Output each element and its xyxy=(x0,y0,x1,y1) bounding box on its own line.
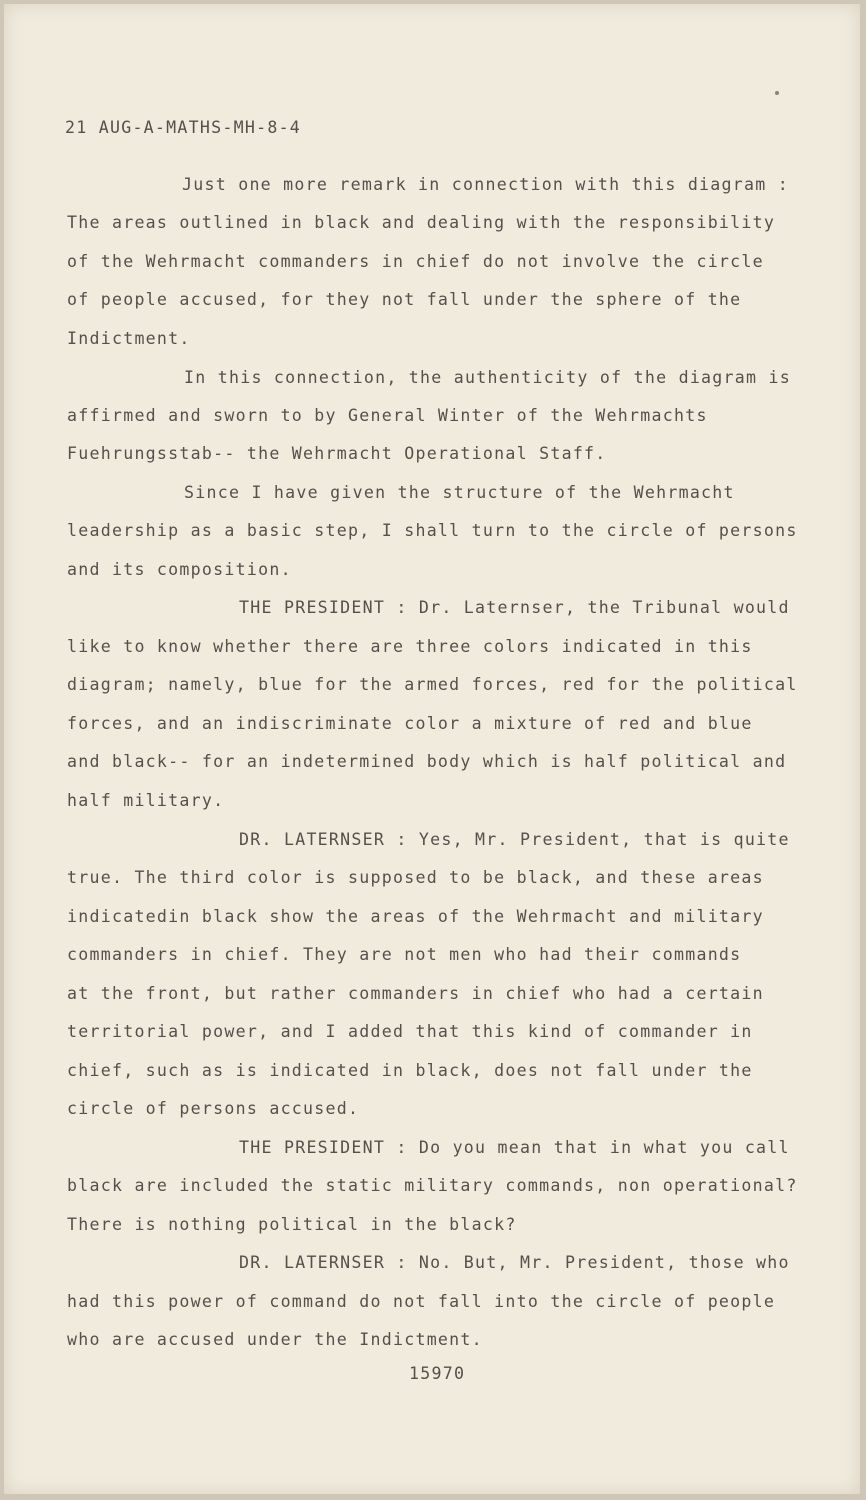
text-line: true. The third color is supposed to be black, and these areas xyxy=(67,868,764,887)
text-line: black are included the static military commands, non operational? xyxy=(67,1176,798,1195)
text-line: half military. xyxy=(67,791,225,810)
text-line: Indictment. xyxy=(67,329,191,348)
text-line: diagram; namely, blue for the armed forces, red for the political xyxy=(67,675,798,694)
paper-speck xyxy=(775,91,779,95)
text-line: like to know whether there are three colors indicated in this xyxy=(67,637,753,656)
text-line: Since I have given the structure of the Wehrmacht xyxy=(184,483,735,502)
text-line: The areas outlined in black and dealing with the responsibility xyxy=(67,213,776,232)
text-line: had this power of command do not fall into the circle of people xyxy=(67,1292,776,1311)
text-line: territorial power, and I added that this kind of commander in xyxy=(67,1022,753,1041)
text-line: and black-- for an indetermined body which is half political and xyxy=(67,752,787,771)
text-line: and its composition. xyxy=(67,560,292,579)
text-line: There is nothing political in the black? xyxy=(67,1215,517,1234)
text-line: commanders in chief. They are not men who had their commands xyxy=(67,945,742,964)
text-line: who are accused under the Indictment. xyxy=(67,1330,483,1349)
text-line: indicatedin black show the areas of the Wehrmacht and military xyxy=(67,907,764,926)
text-line: Fuehrungsstab-- the Wehrmacht Operational Staff. xyxy=(67,444,607,463)
text-line: leadership as a basic step, I shall turn to the circle of persons xyxy=(67,521,798,540)
text-line: DR. LATERNSER : No. But, Mr. President, those who xyxy=(239,1253,790,1272)
text-line: forces, and an indiscriminate color a mixture of red and blue xyxy=(67,714,753,733)
text-line: affirmed and sworn to by General Winter of the Wehrmachts xyxy=(67,406,708,425)
document-page xyxy=(4,4,860,1494)
text-line: In this connection, the authenticity of the diagram is xyxy=(184,368,791,387)
text-line: DR. LATERNSER : Yes, Mr. President, that is quite xyxy=(239,830,790,849)
text-line: at the front, but rather commanders in chief who had a certain xyxy=(67,984,764,1003)
document-header: 21 AUG-A-MATHS-MH-8-4 xyxy=(65,118,302,137)
text-line: chief, such as is indicated in black, does not fall under the xyxy=(67,1061,753,1080)
text-line: THE PRESIDENT : Dr. Laternser, the Tribunal would xyxy=(239,598,790,617)
text-line: circle of persons accused. xyxy=(67,1099,360,1118)
text-line: of the Wehrmacht commanders in chief do not involve the circle xyxy=(67,252,764,271)
text-line: Just one more remark in connection with this diagram : xyxy=(182,175,789,194)
page-number: 15970 xyxy=(409,1364,466,1383)
text-line: of people accused, for they not fall under the sphere of the xyxy=(67,290,742,309)
text-line: THE PRESIDENT : Do you mean that in what you call xyxy=(239,1138,790,1157)
